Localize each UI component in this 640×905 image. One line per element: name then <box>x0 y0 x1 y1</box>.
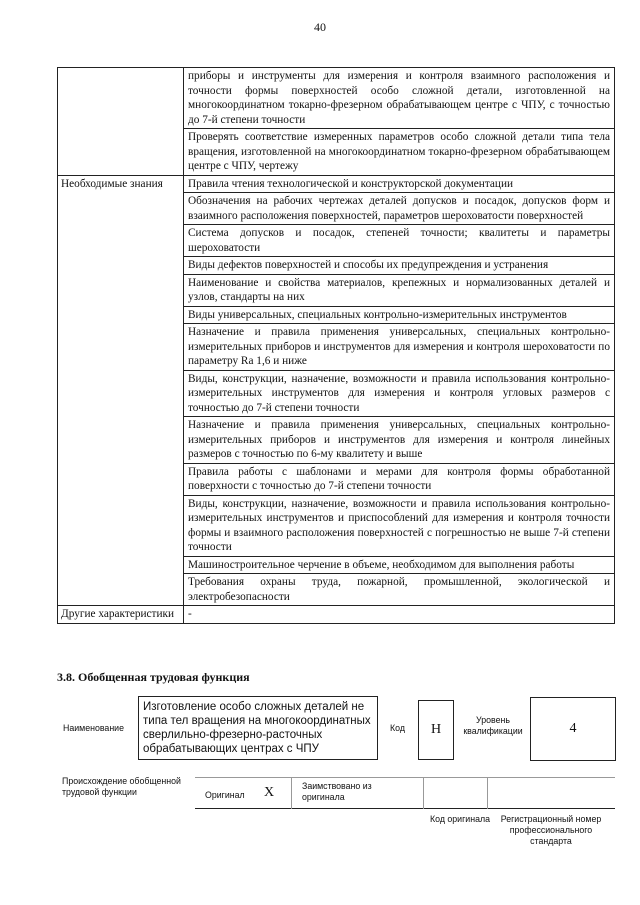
origin-label: Происхождение обобщенной трудовой функции <box>62 776 181 797</box>
reg-number-label: Регистрационный номер профессионального стандарта <box>500 814 602 846</box>
origin-frame <box>195 777 615 809</box>
row-content: Виды, конструкции, назначение, возможности и правила использования контрольно-измерительных инструментов и приспособлений для измерения и контроля точности формы и взаимного расположения поверхностей с погрешностью не выше 7-й степени точности <box>184 495 615 556</box>
name-value-box <box>138 696 378 760</box>
row-content: Машиностроительное черчение в объеме, необходимом для выполнения работы <box>184 556 615 574</box>
row-content: Обозначения на рабочих чертежах деталей допусков и посадок, допусков форм и взаимного расположения поверхностей, параметров шероховатости поверхностей <box>184 193 615 225</box>
code-value-box <box>418 700 454 760</box>
table-row <box>58 175 615 193</box>
row-content: Проверять соответствие измеренных параметров особо сложной детали типа тела вращения, изготовленной на многокоординатном токарно-фрезерном обрабатывающем центре с ЧПУ, чертежу <box>184 129 615 176</box>
level-label: Уровень квалификации <box>463 715 523 736</box>
origin-divider-1 <box>291 777 292 809</box>
code-value: H <box>430 722 442 737</box>
row-category <box>58 68 184 176</box>
row-content: Назначение и правила применения универсальных, специальных контрольно-измерительных приборов и инструментов для измерения и контроля шероховатости по параметру Ra 1,6 и ниже <box>184 324 615 371</box>
borrowed-label: Заимствовано из оригинала <box>302 781 372 802</box>
name-value: Изготовление особо сложных деталей не типа тел вращения на многокоординатных сверлильно-фрезерно-расточных обрабатывающих центрах с ЧПУ <box>143 701 371 755</box>
row-content: Виды, конструкции, назначение, возможности и правила использования контрольно-измерительных инструментов для измерения и контроля угловых размеров с точностью до 7-й степени точности <box>184 370 615 417</box>
code-label: Код <box>390 723 405 733</box>
row-content: Правила чтения технологической и конструкторской документации <box>184 175 615 193</box>
origin-divider-2 <box>423 777 424 809</box>
row-content: Виды универсальных, специальных контрольно-измерительных инструментов <box>184 306 615 324</box>
row-content: Система допусков и посадок, степеней точности; квалитеты и параметры шероховатости <box>184 225 615 257</box>
level-value: 4 <box>569 721 577 736</box>
original-mark: X <box>264 785 275 800</box>
table-row <box>58 68 615 129</box>
section-title: 3.8. Обобщенная трудовая функция <box>57 670 250 684</box>
level-value-box <box>530 697 616 761</box>
requirements-table <box>57 67 615 624</box>
row-content: приборы и инструменты для измерения и контроля взаимного расположения и точности формы поверхностей особо сложной детали, изготовленной на многокоординатном токарно-фрезерном обрабатывающем центре с ЧПУ, с точностью до 7-й степени точности <box>184 68 615 129</box>
row-category: Необходимые знания <box>58 175 184 606</box>
row-content: Наименование и свойства материалов, крепежных и нормализованных деталей и узлов, стандарты на них <box>184 274 615 306</box>
table-row <box>58 606 615 624</box>
origin-divider-3 <box>487 777 488 809</box>
name-label: Наименование <box>63 723 124 733</box>
row-content: - <box>184 606 615 624</box>
code-original-label: Код оригинала <box>430 814 490 824</box>
row-content: Назначение и правила применения универсальных, специальных контрольно-измерительных приборов и инструментов для измерения и контроля линейных размеров с точностью по 6-му квалитету и выше <box>184 417 615 464</box>
original-label: Оригинал <box>205 790 245 800</box>
row-content: Виды дефектов поверхностей и способы их предупреждения и устранения <box>184 257 615 275</box>
row-content: Требования охраны труда, пожарной, промышленной, экологической и электробезопасности <box>184 574 615 606</box>
row-content: Правила работы с шаблонами и мерами для контроля формы обработанной поверхности с точностью до 7-й степени точности <box>184 463 615 495</box>
origin-top-line <box>195 777 615 778</box>
row-category: Другие характеристики <box>58 606 184 624</box>
origin-bottom-line <box>195 808 615 809</box>
page-number: 40 <box>314 20 326 34</box>
